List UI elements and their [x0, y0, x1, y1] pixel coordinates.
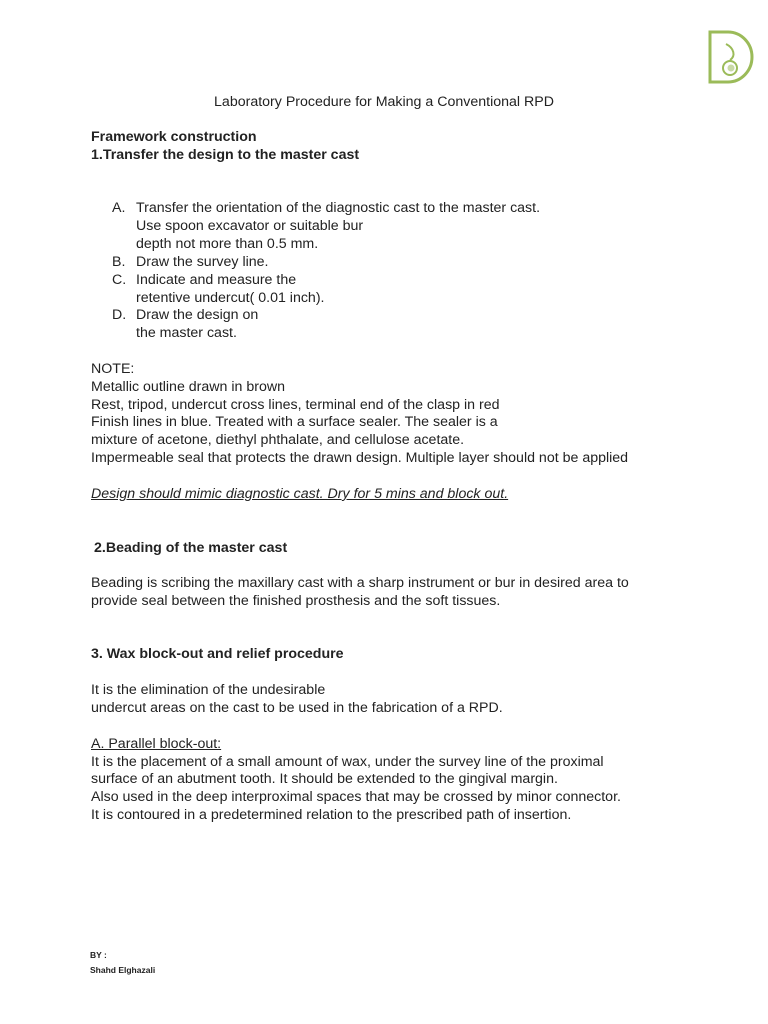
list-item-line: Use spoon excavator or suitable bur: [136, 217, 364, 234]
transfer-design-heading: 1.Transfer the design to the master cast: [91, 147, 360, 163]
list-item: C. Indicate and measure the retentive undercut( 0.01 inch).: [112, 271, 325, 306]
beading-paragraph-line: provide seal between the finished prosthesis and the soft tissues.: [91, 593, 501, 609]
parallel-blockout-line: It is the placement of a small amount of wax, under the survey line of the proximal: [91, 754, 604, 770]
letter-d-logo-icon: [706, 30, 756, 84]
note-label: NOTE:: [91, 361, 135, 377]
wax-blockout-heading: 3. Wax block-out and relief procedure: [91, 646, 344, 662]
note-line: Metallic outline drawn in brown: [91, 379, 285, 395]
document-title: Laboratory Procedure for Making a Conventional RPD: [214, 94, 554, 110]
list-item-line: depth not more than 0.5 mm.: [136, 235, 319, 252]
note-line: mixture of acetone, diethyl phthalate, and cellulose acetate.: [91, 432, 465, 448]
list-item-line: Draw the design on: [136, 307, 259, 324]
parallel-blockout-line: surface of an abutment tooth. It should be extended to the gingival margin.: [91, 771, 558, 787]
beading-heading: 2.Beading of the master cast: [94, 540, 288, 556]
footer-by-label: BY :: [90, 950, 107, 960]
design-emphasis-note: Design should mimic diagnostic cast. Dry for 5 mins and block out.: [91, 486, 509, 502]
list-item: A. Transfer the orientation of the diagnostic cast to the master cast. Use spoon excavator or suitable bur depth not more than 0.5 mm.: [112, 200, 541, 252]
parallel-blockout-line: Also used in the deep interproximal spaces that may be crossed by minor connector.: [91, 789, 621, 805]
list-item-line: the master cast.: [136, 325, 237, 342]
wax-intro-line: undercut areas on the cast to be used in the fabrication of a RPD.: [91, 700, 503, 716]
list-item-line: Transfer the orientation of the diagnostic cast to the master cast.: [136, 200, 541, 216]
parallel-blockout-line: It is contoured in a predetermined relation to the prescribed path of insertion.: [91, 807, 572, 823]
wax-intro-line: It is the elimination of the undesirable: [91, 682, 326, 698]
list-item: D. Draw the design on the master cast.: [112, 307, 259, 342]
note-line: Rest, tripod, undercut cross lines, terminal end of the clasp in red: [91, 397, 500, 413]
list-item-line: Draw the survey line.: [136, 253, 269, 270]
list-item: B. Draw the survey line.: [112, 253, 269, 270]
footer-author: Shahd Elghazali: [90, 965, 156, 975]
list-item-line: retentive undercut( 0.01 inch).: [136, 289, 325, 306]
list-item-line: Indicate and measure the: [136, 271, 297, 288]
beading-paragraph-line: Beading is scribing the maxillary cast with a sharp instrument or bur in desired area to: [91, 575, 629, 591]
note-line: Finish lines in blue. Treated with a surface sealer. The sealer is a: [91, 414, 498, 430]
transfer-steps-list: [112, 200, 540, 343]
note-line: Impermeable seal that protects the drawn design. Multiple layer should not be applied: [91, 450, 629, 466]
framework-heading: Framework construction: [91, 129, 257, 145]
parallel-blockout-subheading: A. Parallel block-out:: [91, 736, 222, 752]
